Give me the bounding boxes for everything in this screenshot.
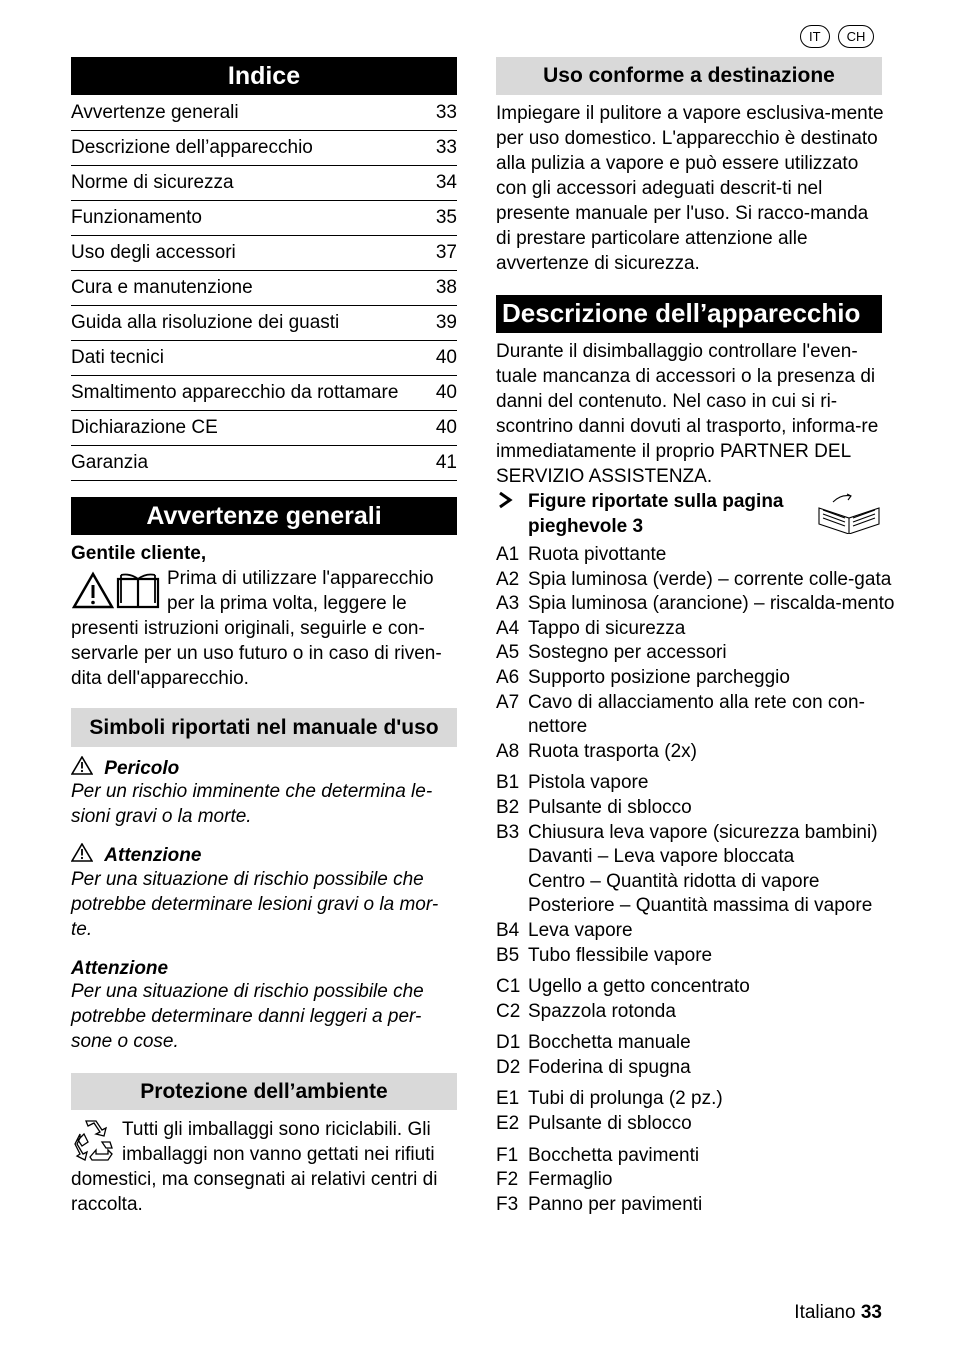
index-table [71,96,457,481]
item-code: A3 [496,593,520,615]
item-code: B5 [496,944,520,966]
language-badges [800,25,874,48]
index-row [71,201,457,236]
item-code: A1 [496,544,520,565]
item-code: D2 [496,1056,521,1078]
list-item [496,1087,916,1112]
danger-label: Pericolo [104,758,180,779]
foldout-page-icon [815,492,883,539]
item-code: A8 [496,740,520,762]
item-text: Foderina di spugna [528,1056,691,1078]
index-entry-label: Smaltimento apparecchio da rottamare [71,376,434,411]
item-code: B1 [496,772,520,794]
warning-manual-icon [72,571,160,616]
caution-text: Per una situazione di rischio possibile che potrebbe determinare danni leggeri a per-sone o cose. [71,981,424,1052]
danger-warning-icon [71,758,93,779]
warning-label: Attenzione [104,845,202,866]
danger-text: Per un rischio imminente che determina le-sioni gravi o la morte. [71,781,433,827]
item-text: Spazzola rotonda [528,1000,676,1022]
list-item [496,919,916,944]
index-entry-page: 37 [434,236,457,271]
item-code: B4 [496,919,520,941]
index-entry-page: 40 [434,411,457,446]
item-text: Leva vapore [528,919,633,941]
list-item [496,975,916,1000]
symbols-heading: Simboli riportati nel manuale d'uso [71,708,457,747]
index-entry-label: Guida alla risoluzione dei guasti [71,306,434,341]
index-entry-label: Garanzia [71,446,434,481]
index-entry-page: 40 [434,376,457,411]
environment-text: domestici, ma consegnati ai relativi centri di raccolta. [71,1169,438,1215]
danger-label-row [71,756,457,781]
list-item [496,771,916,796]
item-text: Tappo di sicurezza [528,617,686,639]
description-list [496,543,916,1217]
item-text: Ruota trasporta (2x) [528,740,697,762]
item-code [496,894,528,919]
index-row [71,411,457,446]
item-code: A5 [496,642,520,664]
item-text: Centro – Quantità ridotta di vapore [528,870,820,892]
figure-note: Figure riportate sulla pagina pieghevole 3 [528,491,784,537]
item-code: B2 [496,796,520,818]
item-code: A2 [496,568,520,590]
intro-line-2: per la prima volta, leggere le [167,593,407,614]
list-item [496,740,916,765]
page-footer [700,1302,882,1324]
item-code: A4 [496,617,520,639]
index-entry-page: 38 [434,271,457,306]
list-item [496,1168,916,1193]
index-entry-label: Descrizione dell’apparecchio [71,131,434,166]
index-row [71,341,457,376]
item-text: Ruota pivottante [528,544,667,565]
index-entry-page: 41 [434,446,457,481]
greeting: Gentile cliente, [71,543,207,564]
item-text: Cavo di allacciamento alla rete con con-nettore [528,691,865,738]
intro-line-1: Prima di utilizzare l'apparecchio [167,568,434,589]
list-item [496,592,916,617]
item-code [496,845,528,870]
item-text: Fermaglio [528,1169,613,1191]
page-number: 33 [860,1302,882,1323]
list-item [496,641,916,666]
item-code: F1 [496,1144,519,1166]
list-item [496,666,916,691]
index-entry-label: Uso degli accessori [71,236,434,271]
warning-label-row [71,843,457,868]
index-row [71,96,457,131]
environment-line-1: Tutti gli imballaggi sono riciclabili. Gli [122,1119,431,1140]
item-text: Panno per pavimenti [528,1193,703,1215]
list-item [496,821,916,846]
list-item [496,870,916,895]
list-item [496,1112,916,1137]
item-text: Pulsante di sblocco [528,796,692,818]
list-item [496,1193,916,1218]
list-group-gap [496,764,916,771]
attention-warning-icon [71,845,93,866]
list-item [496,617,916,642]
environment-line-2: imballaggi non vanno gettati nei rifiuti [122,1144,435,1165]
list-item [496,543,916,568]
index-row [71,376,457,411]
index-entry-page: 40 [434,341,457,376]
item-code: A6 [496,666,520,688]
list-item [496,845,916,870]
description-text: Durante il disimballaggio controllare l'even-tuale mancanza di accessori o la presenza di danni del contenuto. Nel caso in cui si ri-scontrino danni dovuti al trasporto, informa-re immediatamente il proprio PARTNER DEL SERVIZIO ASSISTENZA. [496,341,879,487]
item-code: E2 [496,1113,520,1135]
language-badge-it: IT [800,25,830,48]
recycling-icon [72,1120,116,1169]
item-text: Chiusura leva vapore (sicurezza bambini) [528,821,878,843]
list-item [496,1056,916,1081]
list-item [496,1031,916,1056]
index-entry-page: 33 [434,131,457,166]
intended-use-heading: Uso conforme a destinazione [496,57,882,95]
index-row [71,131,457,166]
list-group-gap [496,1080,916,1087]
item-text: Tubo flessibile vapore [528,944,713,966]
item-text: Tubi di prolunga (2 pz.) [528,1088,723,1110]
item-code: D1 [496,1032,521,1054]
index-entry-label: Cura e manutenzione [71,271,434,306]
index-row [71,236,457,271]
warning-text: Per una situazione di rischio possibile che potrebbe determinare lesioni gravi o la mor-te. [71,869,439,940]
item-text: Spia luminosa (arancione) – riscalda-mento [528,593,895,615]
item-text: Davanti – Leva vapore bloccata [528,846,795,868]
item-text: Posteriore – Quantità massima di vapore [528,895,873,917]
item-text: Sostegno per accessori [528,642,727,664]
language-badge-ch: CH [838,25,875,48]
list-group-gap [496,1137,916,1144]
item-text: Pulsante di sblocco [528,1113,692,1135]
item-code: E1 [496,1088,520,1110]
item-code: A7 [496,691,520,713]
arrow-icon [498,491,514,514]
item-code: F3 [496,1193,519,1215]
item-code: B3 [496,821,520,843]
list-item [496,1144,916,1169]
index-entry-label: Avvertenze generali [71,96,434,131]
item-code: C1 [496,976,521,998]
item-text: Bocchetta pavimenti [528,1144,700,1166]
list-item [496,1000,916,1025]
general-heading: Avvertenze generali [71,497,457,535]
index-row [71,306,457,341]
item-text: Pistola vapore [528,772,649,794]
index-row [71,446,457,481]
index-row [71,271,457,306]
index-entry-page: 34 [434,166,457,201]
list-item [496,691,916,740]
item-text: Spia luminosa (verde) – corrente colle-gata [528,568,892,590]
intended-use-text: Impiegare il pulitore a vapore esclusiva-mente per uso domestico. L'apparecchio è destinato alla pulizia a vapore e può essere utilizzato con gli accessori adeguati descrit-ti nel presente manuale per l'uso. Si racco-manda di prestare particolare attenzione alle avvertenze di sicurezza. [496,103,884,274]
index-entry-label: Funzionamento [71,201,434,236]
list-group-gap [496,968,916,975]
index-entry-page: 39 [434,306,457,341]
index-entry-page: 35 [434,201,457,236]
list-item [496,944,916,969]
item-text: Ugello a getto concentrato [528,976,750,998]
intro-text: presenti istruzioni originali, seguirle e con-servarle per un uso futuro o in caso di riven-dita dell'apparecchio. [71,618,442,689]
environment-heading: Protezione dell’ambiente [71,1073,457,1110]
item-text: Bocchetta manuale [528,1032,691,1054]
item-text: Supporto posizione parcheggio [528,666,790,688]
list-item [496,796,916,821]
footer-language: Italiano [794,1302,856,1323]
caution-label: Attenzione [71,958,169,979]
index-entry-page: 33 [434,96,457,131]
description-heading: Descrizione dell’apparecchio [496,295,882,333]
item-code: C2 [496,1000,521,1022]
index-entry-label: Dichiarazione CE [71,411,434,446]
list-item [496,568,916,593]
index-entry-label: Norme di sicurezza [71,166,434,201]
item-code [496,870,528,895]
index-entry-label: Dati tecnici [71,341,434,376]
index-heading: Indice [71,57,457,95]
index-row [71,166,457,201]
list-item [496,894,916,919]
list-group-gap [496,1024,916,1031]
item-code: F2 [496,1169,519,1191]
